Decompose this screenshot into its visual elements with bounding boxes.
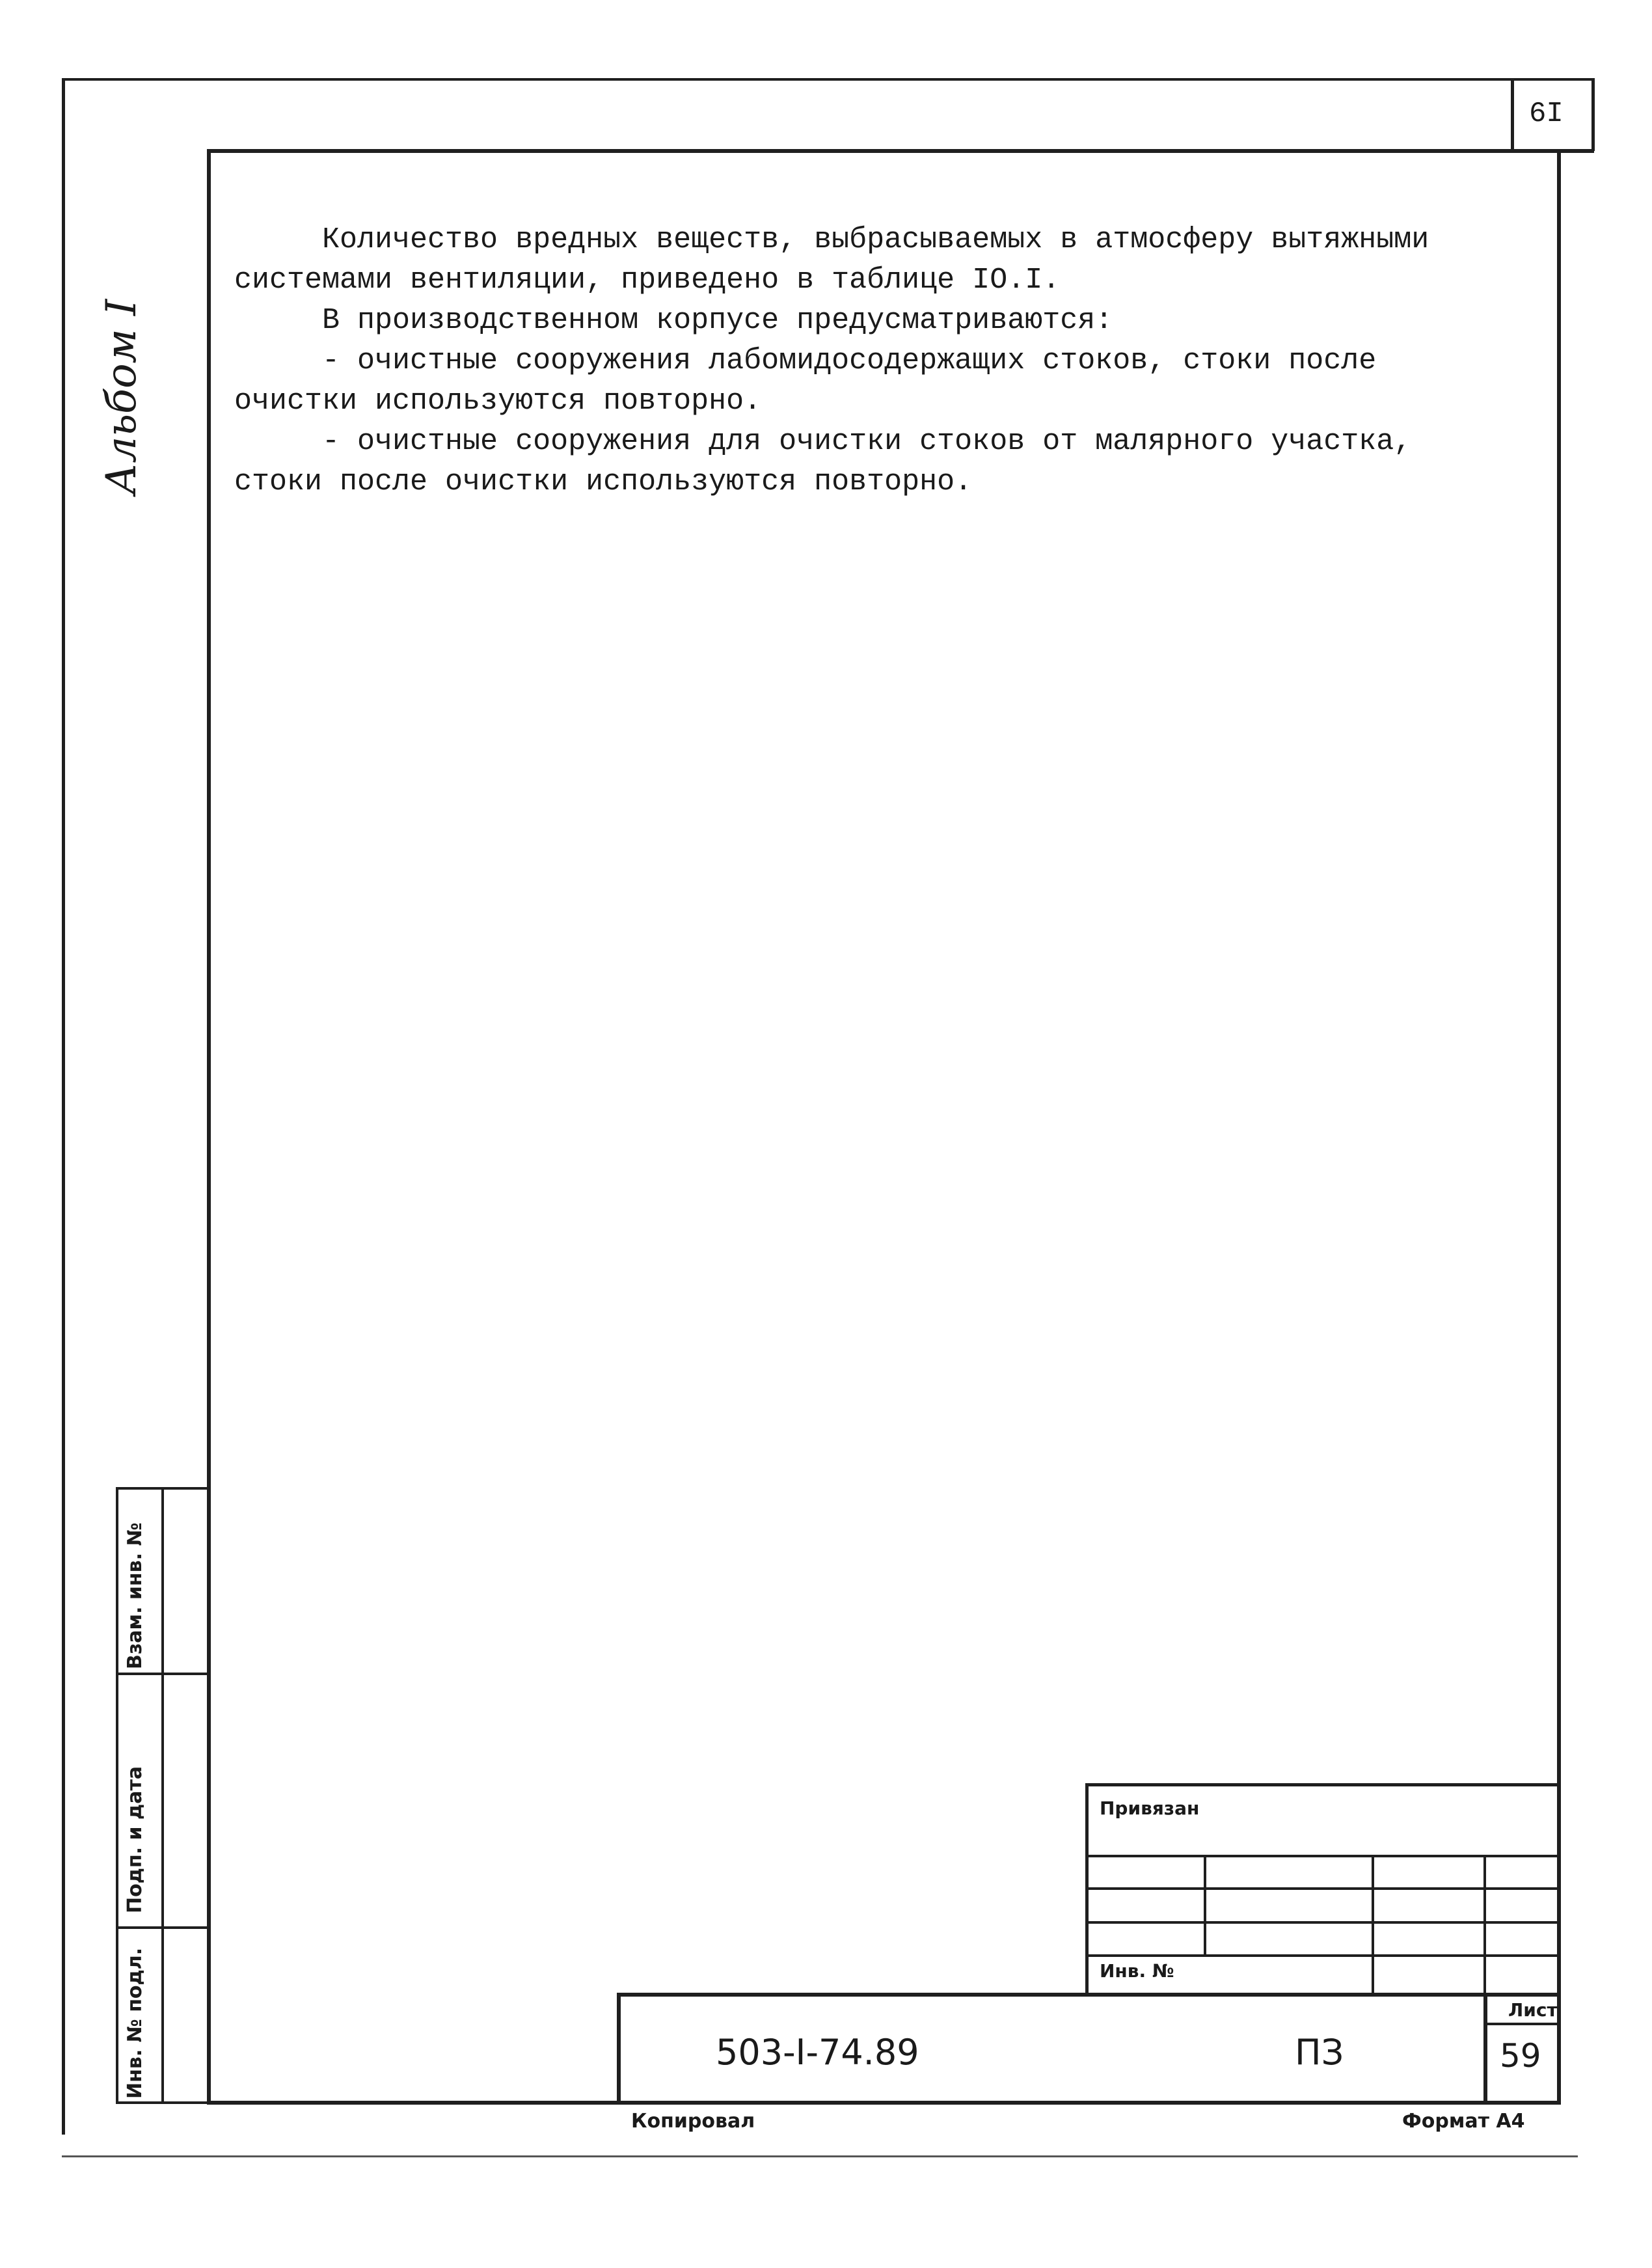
side-stamp-row-line <box>116 1926 207 1929</box>
outer-frame-top <box>62 78 1594 81</box>
tb-col-line <box>1204 1855 1206 1956</box>
outer-frame-left <box>62 78 65 2135</box>
tb-top-border <box>1085 1783 1560 1786</box>
side-stamp-divider <box>161 1487 164 2104</box>
album-label: Альбом I <box>98 299 146 495</box>
main-block-left <box>617 1993 621 2105</box>
sheet-cell-left <box>1483 1993 1487 2105</box>
doc-code: 503-I-74.89 <box>716 2032 919 2073</box>
doc-type: ПЗ <box>1295 2032 1344 2073</box>
body-line: В производственном корпусе предусматриваются: <box>234 304 1113 337</box>
outer-frame-bottom <box>62 2155 1578 2157</box>
outer-frame-right <box>1591 78 1595 151</box>
inner-frame-bottom <box>207 2101 1561 2105</box>
side-label-podp: Подп. и дата <box>124 1766 146 1913</box>
tb-row-line <box>1085 1954 1560 1957</box>
main-block-top <box>617 1993 1560 1997</box>
side-label-vzam: Взам. инв. № <box>124 1522 146 1669</box>
page-number: 6I <box>1529 98 1564 130</box>
body-line: - очистные сооружения лабомидосодержащих стоков, стоки после <box>234 344 1377 377</box>
body-line: Количество вредных веществ, выбрасываемых в атмосферу вытяжными <box>234 223 1429 256</box>
sheet-cell-divider <box>1483 2023 1560 2025</box>
side-stamp-row-line <box>116 1673 207 1675</box>
tb-row-line <box>1085 1887 1560 1890</box>
sheet-number: 59 <box>1500 2037 1541 2075</box>
copied-label: Копировал <box>631 2110 755 2133</box>
tb-row-line <box>1085 1921 1560 1924</box>
tb-col-line <box>1372 1855 1374 1995</box>
inner-frame-right <box>1557 149 1561 2104</box>
inner-frame-top <box>207 149 1594 153</box>
privyazan-label: Привязан <box>1100 1797 1200 1819</box>
sheet-label: Лист <box>1508 1999 1558 2021</box>
body-line: системами вентиляции, приведено в таблице IO.I. <box>234 264 1061 297</box>
inv-no-label: Инв. № <box>1100 1960 1174 1982</box>
tb-row-line <box>1085 1855 1560 1857</box>
inner-frame-left <box>207 149 211 2104</box>
body-line: стоки после очистки используются повторно. <box>234 465 973 499</box>
side-label-inv: Инв. № подл. <box>124 1947 146 2099</box>
body-line: - очистные сооружения для очистки стоков от малярного участка, <box>234 425 1412 458</box>
format-label: Формат А4 <box>1402 2110 1525 2133</box>
tb-col-line <box>1483 1855 1486 1995</box>
body-line: очистки используются повторно. <box>234 385 762 418</box>
page-number-box <box>1511 78 1514 151</box>
